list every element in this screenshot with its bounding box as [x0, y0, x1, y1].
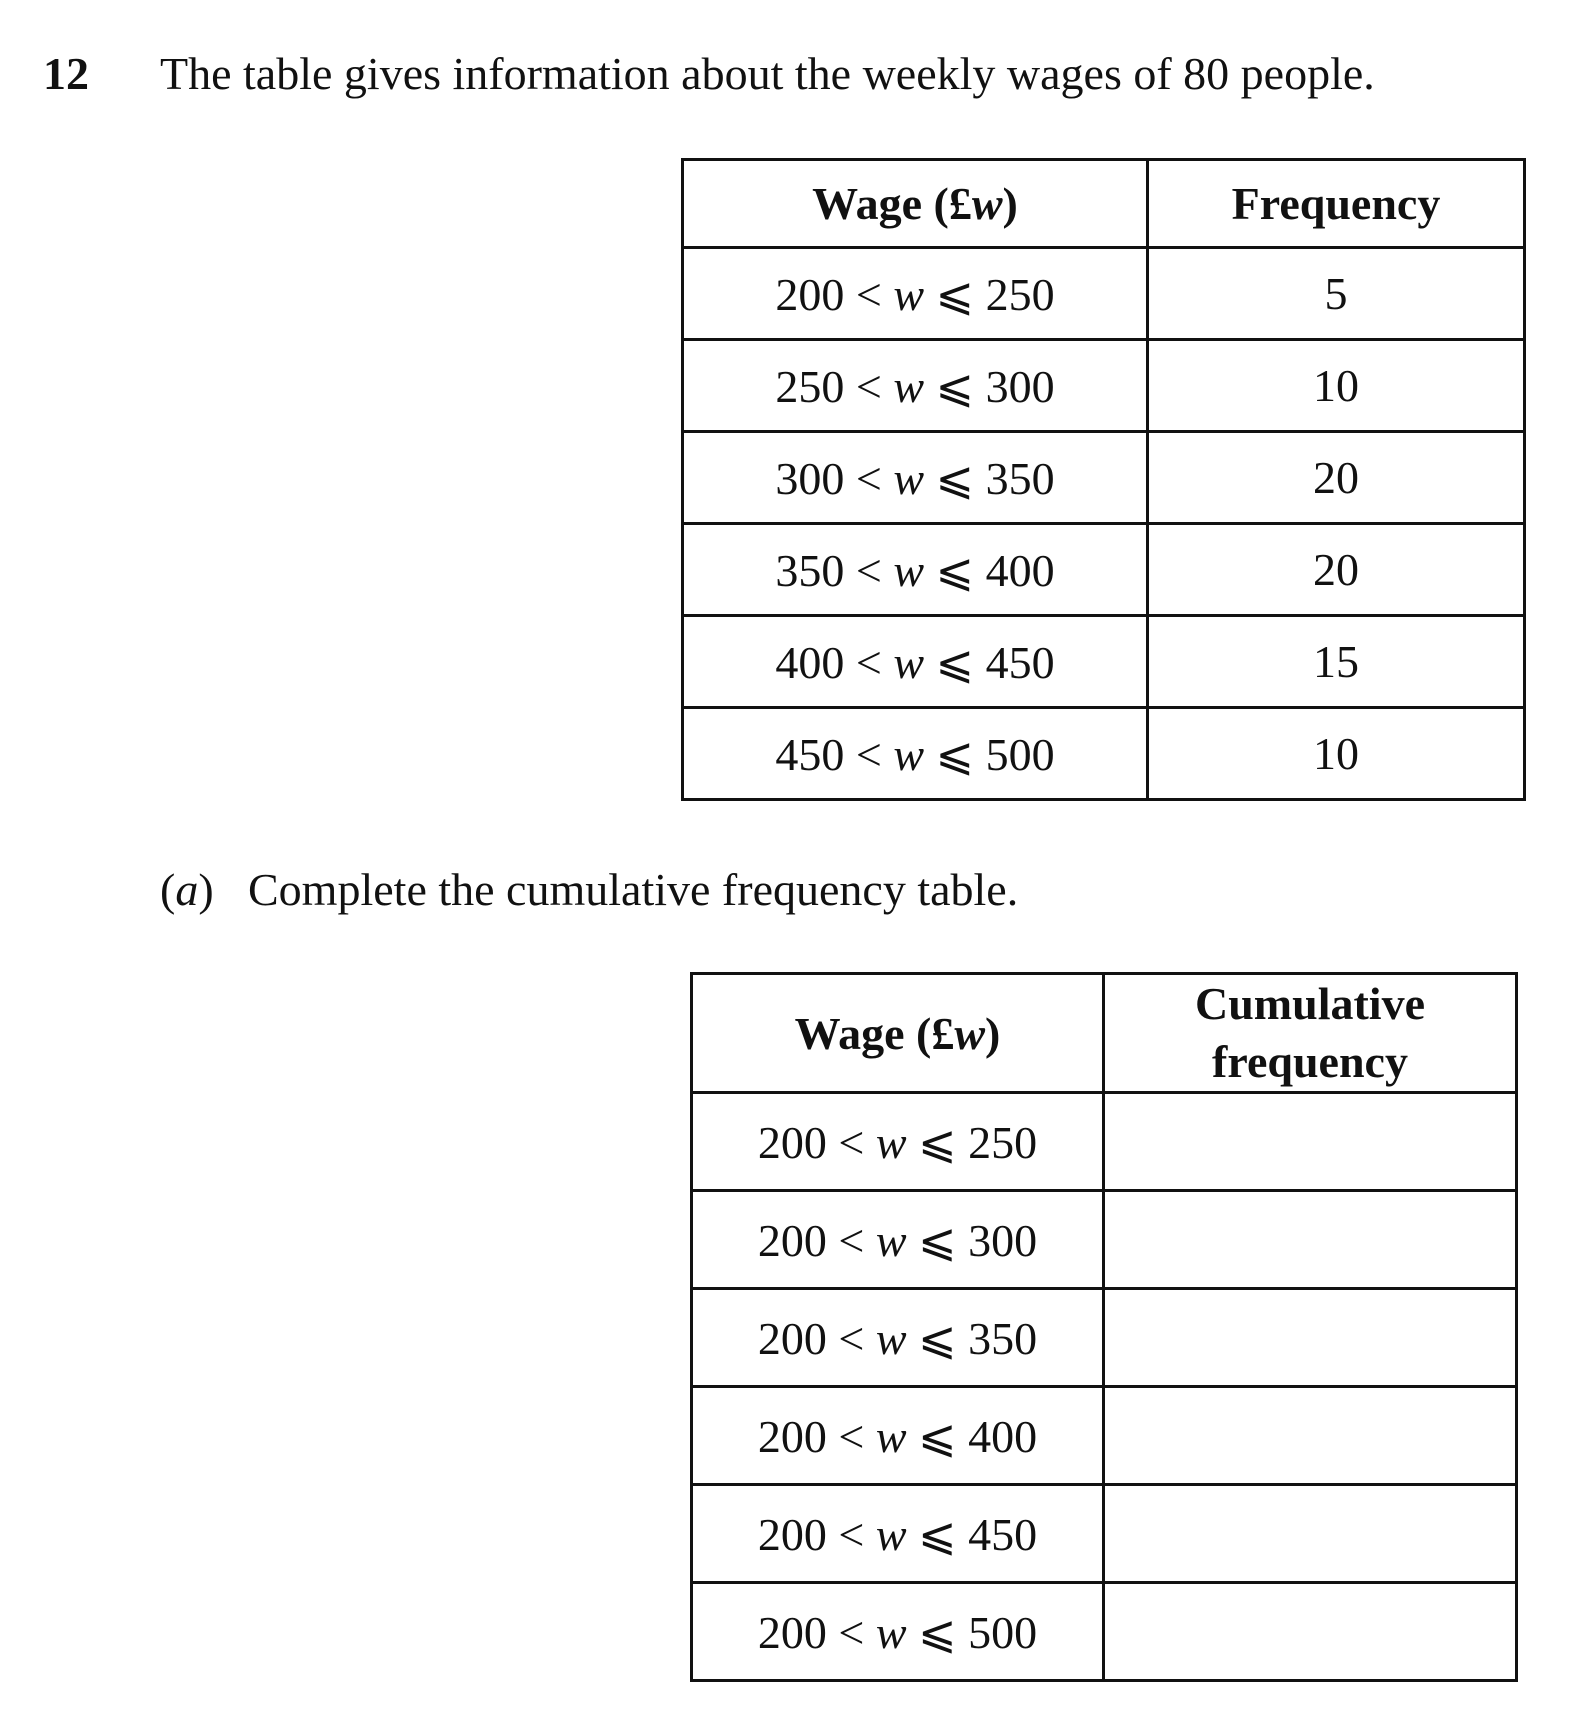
wage-interval-cell: 200 < w ⩽ 300 — [692, 1191, 1104, 1289]
table-row — [692, 1191, 1517, 1289]
table-row — [683, 248, 1525, 340]
frequency-cell: 5 — [1148, 248, 1525, 340]
table-row — [692, 1093, 1517, 1191]
table-row — [692, 1583, 1517, 1681]
wage-interval-cell: 350 < w ⩽ 400 — [683, 524, 1148, 616]
question-number: 12 — [43, 48, 89, 99]
table-row — [692, 1485, 1517, 1583]
wage-interval-cell: 200 < w ⩽ 250 — [683, 248, 1148, 340]
frequency-cell: 20 — [1148, 524, 1525, 616]
wage-column-header: Wage (£w) — [683, 160, 1148, 248]
wage-interval-cell: 200 < w ⩽ 500 — [692, 1583, 1104, 1681]
question-text: The table gives information about the weekly wages of 80 people. — [160, 48, 1375, 99]
table-row — [683, 616, 1525, 708]
part-a-instruction — [160, 860, 1018, 920]
table-row — [683, 340, 1525, 432]
cumulative-frequency-answer-cell[interactable] — [1104, 1387, 1517, 1485]
wage-interval-cell: 400 < w ⩽ 450 — [683, 616, 1148, 708]
cumulative-frequency-answer-cell[interactable] — [1104, 1289, 1517, 1387]
table-row — [692, 1387, 1517, 1485]
frequency-cell: 20 — [1148, 432, 1525, 524]
table-row — [683, 708, 1525, 800]
wage-interval-cell: 200 < w ⩽ 400 — [692, 1387, 1104, 1485]
wage-interval-cell: 200 < w ⩽ 250 — [692, 1093, 1104, 1191]
frequency-column-header: Frequency — [1148, 160, 1525, 248]
table-row — [683, 524, 1525, 616]
part-a-text: Complete the cumulative frequency table. — [248, 864, 1019, 915]
table-row — [692, 1289, 1517, 1387]
frequency-cell: 15 — [1148, 616, 1525, 708]
frequency-cell: 10 — [1148, 708, 1525, 800]
table-row — [683, 432, 1525, 524]
frequency-table-header-row — [683, 160, 1525, 248]
wage-interval-cell: 200 < w ⩽ 350 — [692, 1289, 1104, 1387]
cumulative-frequency-answer-cell[interactable] — [1104, 1093, 1517, 1191]
wage-column-header: Wage (£w) — [692, 974, 1104, 1093]
cumulative-frequency-column-header: Cumulative frequency — [1104, 974, 1517, 1093]
wage-interval-cell: 200 < w ⩽ 450 — [692, 1485, 1104, 1583]
cumulative-table-header-row — [692, 974, 1517, 1093]
wage-interval-cell: 250 < w ⩽ 300 — [683, 340, 1148, 432]
frequency-cell: 10 — [1148, 340, 1525, 432]
frequency-table — [681, 158, 1526, 801]
wage-interval-cell: 450 < w ⩽ 500 — [683, 708, 1148, 800]
cumulative-frequency-answer-cell[interactable] — [1104, 1583, 1517, 1681]
part-a-label: (a) — [160, 864, 214, 915]
cumulative-frequency-answer-cell[interactable] — [1104, 1485, 1517, 1583]
wage-interval-cell: 300 < w ⩽ 350 — [683, 432, 1148, 524]
cumulative-frequency-table — [690, 972, 1518, 1682]
cumulative-frequency-answer-cell[interactable] — [1104, 1191, 1517, 1289]
